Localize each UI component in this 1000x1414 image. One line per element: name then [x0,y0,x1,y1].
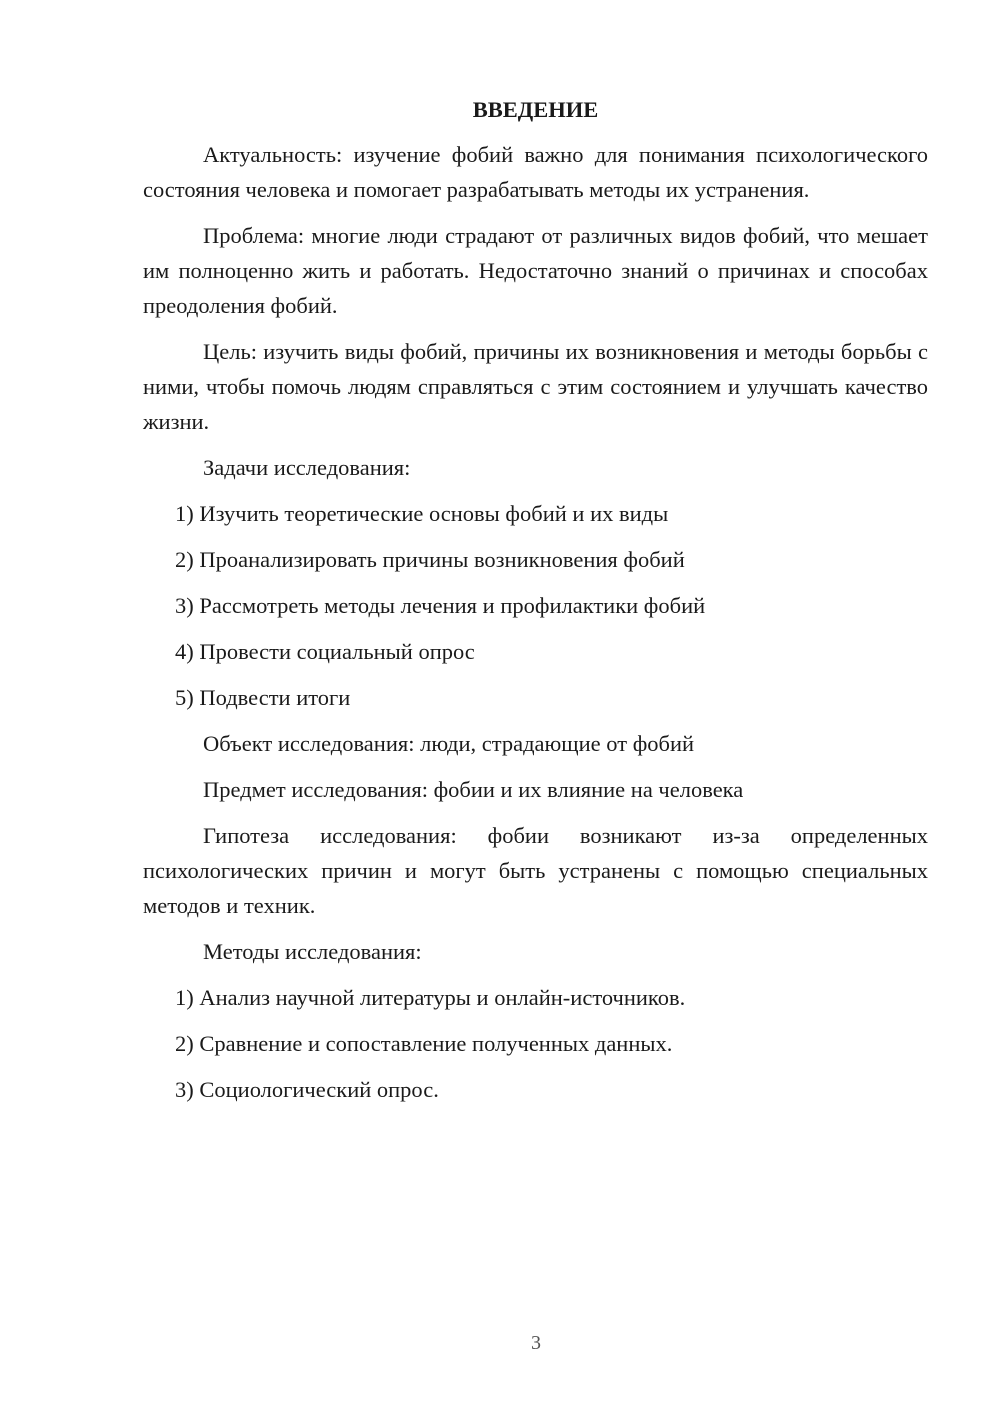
document-body [143,92,928,1118]
tasks-list [143,496,928,715]
goal-paragraph: Цель: изучить виды фобий, причины их возникновения и методы борьбы с ними, чтобы помочь людям справляться с этим состоянием и улучшать качество жизни. [143,339,928,434]
list-item: 3) Социологический опрос. [175,1077,439,1102]
list-item: 5) Подвести итоги [175,685,351,710]
list-item: 3) Рассмотреть методы лечения и профилактики фобий [175,593,706,618]
object-line: Объект исследования: люди, страдающие от фобий [203,731,695,756]
problem-paragraph: Проблема: многие люди страдают от различных видов фобий, что мешает им полноценно жить и работать. Недостаточно знаний о причинах и способах преодоления фобий. [143,223,928,318]
list-item: 2) Сравнение и сопоставление полученных данных. [175,1031,673,1056]
page-title: ВВЕДЕНИЕ [472,97,599,122]
tasks-heading: Задачи исследования: [203,455,411,480]
list-item: 1) Анализ научной литературы и онлайн-источников. [175,985,686,1010]
subject-line: Предмет исследования: фобии и их влияние на человека [203,777,744,802]
page-number: 3 [531,1332,541,1354]
hypothesis-paragraph: Гипотеза исследования: фобии возникают из-за определенных психологических причин и могут быть устранены с помощью специальных методов и техник. [143,823,928,918]
methods-list [143,980,928,1107]
methods-heading: Методы исследования: [203,939,422,964]
list-item: 4) Провести социальный опрос [175,639,475,664]
list-item: 1) Изучить теоретические основы фобий и их виды [175,501,669,526]
list-item: 2) Проанализировать причины возникновения фобий [175,547,685,572]
relevance-paragraph: Актуальность: изучение фобий важно для понимания психологического состояния человека и помогает разрабатывать методы их устранения. [143,142,928,202]
